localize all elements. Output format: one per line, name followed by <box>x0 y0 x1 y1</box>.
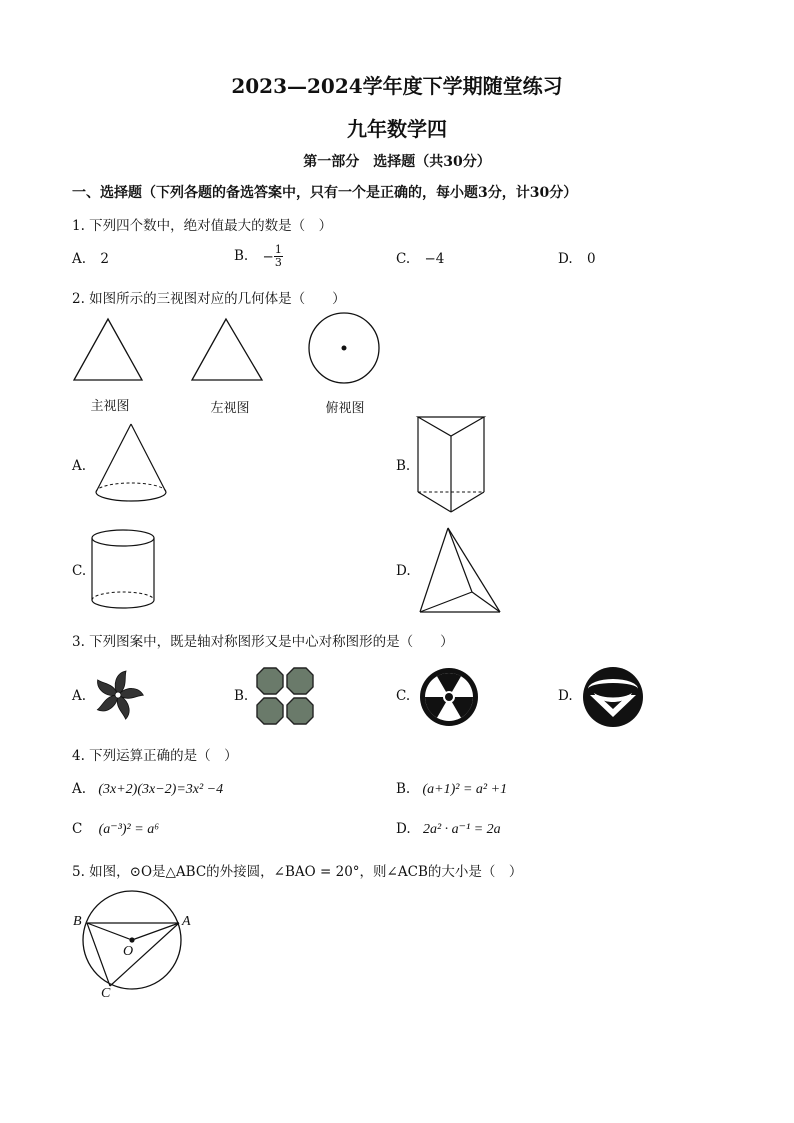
q3-option-c-label[interactable]: C. <box>396 688 411 704</box>
caption-left-view: 左视图 <box>210 401 250 416</box>
front-view-triangle <box>70 314 150 384</box>
q2-option-a-label[interactable]: A. <box>72 458 87 474</box>
question-5-stem: 5. 如图，⊙O是△ABC的外接圆，∠BAO = 20°，则∠ACB的大小是（ ） <box>72 864 523 880</box>
q1-option-c-text: −4 <box>424 251 445 267</box>
q3-option-b-octagons-icon[interactable] <box>255 666 315 726</box>
q2-option-c-label[interactable]: C. <box>72 563 87 579</box>
q3-option-a-bauhinia-icon[interactable] <box>90 668 150 723</box>
q4-option-a-expression: (3x+2)(3x−2)=3x² −4 <box>98 782 224 797</box>
caption-front-view: 主视图 <box>90 399 130 414</box>
q1-option-b-sign: − <box>262 248 274 265</box>
q4-option-d-expression: 2a² · a⁻¹ = 2a <box>422 822 501 837</box>
fraction-denominator: 3 <box>274 256 282 269</box>
q4-option-b-label: B. <box>396 781 411 797</box>
page-subtitle: 九年数学四 <box>347 117 447 141</box>
q4-option-b[interactable] <box>396 781 507 798</box>
q4-option-c-label: C <box>72 821 83 837</box>
q2-option-b-label[interactable]: B. <box>396 458 411 474</box>
q2-option-a-cone-figure[interactable] <box>92 420 172 505</box>
q3-option-d-label[interactable]: D. <box>558 688 573 704</box>
part-heading: 第一部分 选择题（共30分） <box>303 154 491 170</box>
q1-option-b-label: B. <box>234 248 249 264</box>
q2-option-d-pyramid-figure[interactable] <box>416 524 506 616</box>
q4-option-c[interactable] <box>72 821 159 838</box>
question-2-stem: 2. 如图所示的三视图对应的几何体是（ ） <box>72 291 346 307</box>
q5-label-c: C <box>101 986 111 1001</box>
q3-option-a-label[interactable]: A. <box>72 688 87 704</box>
q5-label-b: B <box>73 914 82 929</box>
caption-top-view: 俯视图 <box>325 401 365 416</box>
q3-option-b-label[interactable]: B. <box>234 688 249 704</box>
q1-option-d-label: D. <box>558 251 573 267</box>
question-4-stem: 4. 下列运算正确的是（ ） <box>72 748 238 764</box>
q1-option-b[interactable] <box>234 244 283 269</box>
q1-option-a-text: 2 <box>100 251 109 267</box>
q3-option-c-radiation-icon[interactable] <box>418 666 480 728</box>
q1-option-d[interactable] <box>558 251 596 267</box>
section-heading: 一、选择题（下列各题的备选答案中，只有一个是正确的，每小题3分，计30分） <box>72 185 578 201</box>
question-3-stem: 3. 下列图案中，既是轴对称图形又是中心对称图形的是（ ） <box>72 634 454 650</box>
q4-option-c-expression: (a⁻³)² = a⁶ <box>98 822 160 837</box>
q4-option-d-label: D. <box>396 821 411 837</box>
q2-option-d-label[interactable]: D. <box>396 563 411 579</box>
left-view-triangle <box>188 314 268 384</box>
q5-circle-figure <box>70 888 200 1006</box>
q4-option-a-label: A. <box>72 781 87 797</box>
q1-option-b-fraction <box>274 244 283 269</box>
q1-option-c[interactable] <box>396 251 444 267</box>
q1-option-a[interactable] <box>72 251 109 267</box>
question-1-stem: 1. 下列四个数中，绝对值最大的数是（ ） <box>72 218 333 234</box>
q4-option-a[interactable] <box>72 781 223 798</box>
page-title: 2023—2024学年度下学期随堂练习 <box>231 74 563 98</box>
q1-option-c-label: C. <box>396 251 411 267</box>
q4-option-b-expression: (a+1)² = a² +1 <box>422 782 508 797</box>
q1-option-a-label: A. <box>72 251 87 267</box>
q1-option-d-text: 0 <box>586 251 596 267</box>
q2-option-b-prism-figure[interactable] <box>414 412 494 517</box>
top-view-circle <box>300 310 390 390</box>
fraction-numerator: 1 <box>274 243 282 256</box>
q3-option-d-emblem-icon[interactable] <box>580 665 646 729</box>
q5-label-a: A <box>182 914 191 929</box>
q4-option-d[interactable] <box>396 821 501 838</box>
q2-option-c-cylinder-figure[interactable] <box>90 528 160 613</box>
q5-label-o: O <box>123 944 134 959</box>
